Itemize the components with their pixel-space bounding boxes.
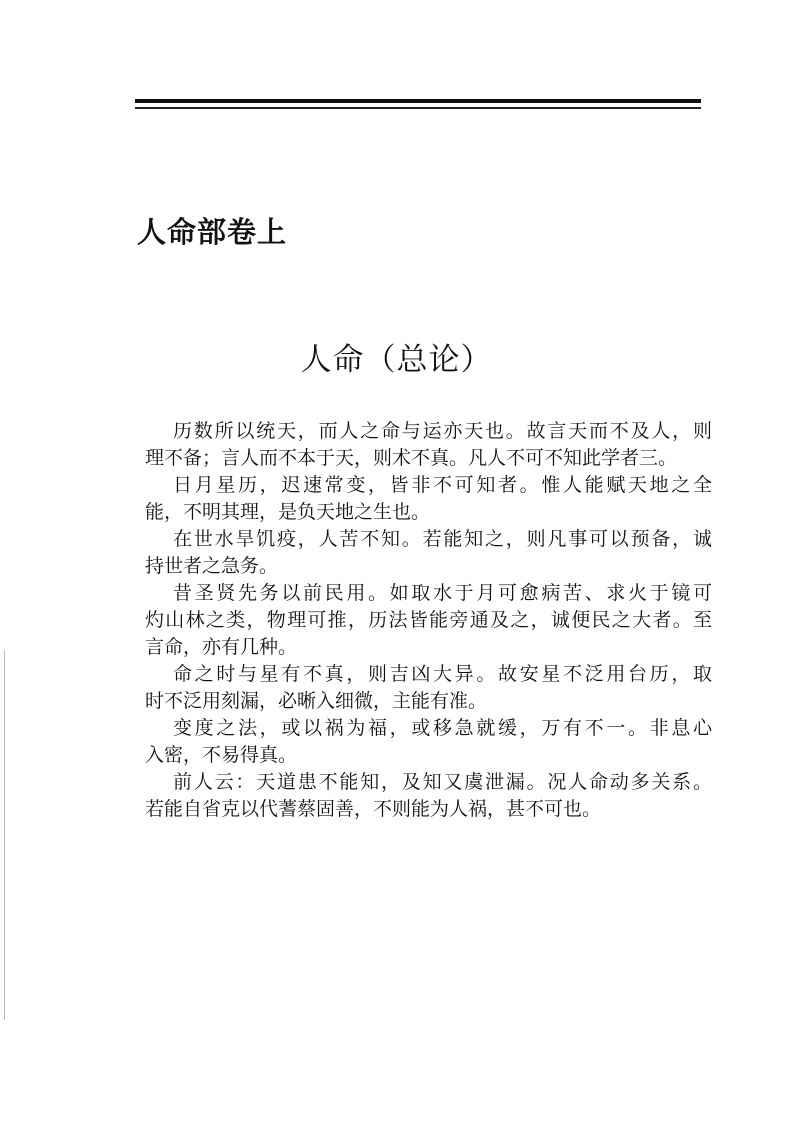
text-line: 理不备；言人而不本于天，则术不真。凡人不可不知此学者三。 bbox=[145, 447, 678, 469]
text-line: 命之时与星有不真，则吉凶大异。故安星不泛用台历，取 bbox=[173, 663, 712, 685]
header-rule-thick bbox=[135, 99, 701, 103]
text-line: 若能自省克以代蓍蔡固善，不则能为人祸，甚不可也。 bbox=[145, 798, 602, 820]
chapter-heading: 人命部卷上 bbox=[137, 215, 288, 249]
paragraph bbox=[145, 661, 712, 715]
text-line: 入密，不易得真。 bbox=[145, 744, 298, 766]
text-line: 日月星历，迟速常变，皆非不可知者。惟人能赋天地之全 bbox=[173, 474, 712, 496]
header-rule-thin bbox=[135, 107, 701, 109]
section-title: 人命（总论） bbox=[300, 342, 493, 378]
paragraph bbox=[145, 715, 712, 769]
text-line: 能，不明其理，是负天地之生也。 bbox=[145, 501, 431, 523]
text-line: 时不泛用刻漏，必晰入细微，主能有准。 bbox=[145, 690, 488, 712]
text-line: 言命，亦有几种。 bbox=[145, 636, 298, 658]
scan-edge-line bbox=[4, 650, 5, 1020]
text-line: 在世水旱饥疫，人苦不知。若能知之，则凡事可以预备，诚 bbox=[173, 528, 712, 550]
text-line: 历数所以统天，而人之命与运亦天也。故言天而不及人，则 bbox=[173, 420, 712, 442]
text-line: 持世者之急务。 bbox=[145, 555, 279, 577]
paragraph bbox=[145, 526, 712, 580]
body-text bbox=[145, 418, 712, 823]
text-line: 昔圣贤先务以前民用。如取水于月可愈病苦、求火于镜可 bbox=[173, 582, 712, 604]
paragraph bbox=[145, 418, 712, 472]
text-line: 灼山林之类，物理可推，历法皆能旁通及之，诚便民之大者。至 bbox=[145, 609, 712, 631]
paragraph bbox=[145, 580, 712, 661]
paragraph bbox=[145, 472, 712, 526]
text-line: 前人云：天道患不能知，及知又虞泄漏。况人命动多关系。 bbox=[173, 771, 712, 793]
paragraph bbox=[145, 769, 712, 823]
text-line: 变度之法，或以祸为福，或移急就缓，万有不一。非息心 bbox=[173, 717, 712, 739]
